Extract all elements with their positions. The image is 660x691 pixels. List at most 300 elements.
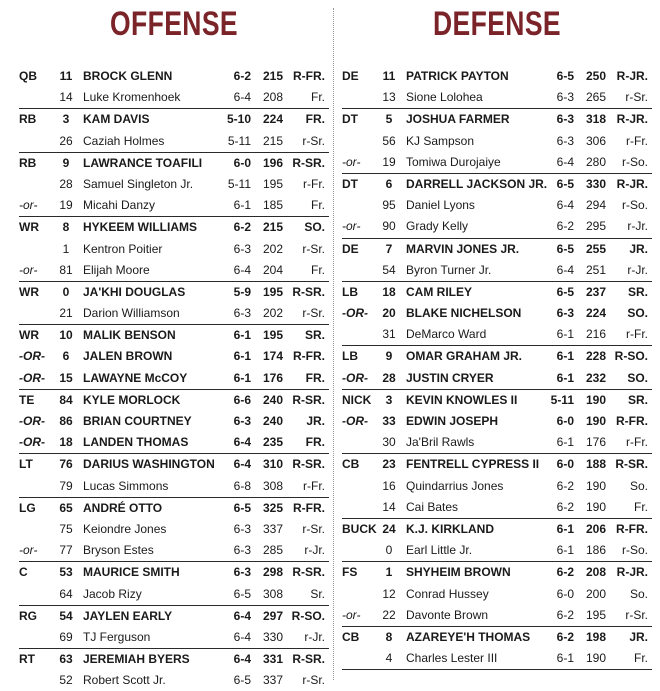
player-height: 6-1 [556, 521, 574, 536]
player-class: So. [629, 586, 648, 601]
position-label: -OR- [19, 414, 45, 428]
jersey-number: 18 [59, 435, 73, 450]
defense-player-row [342, 605, 652, 627]
player-height: 6-4 [233, 457, 251, 472]
player-class: R-SO. [291, 608, 325, 623]
position-label: -or- [342, 219, 361, 234]
position-label: TE [19, 392, 35, 407]
offense-player-row [19, 346, 329, 367]
player-weight: 176 [585, 435, 606, 450]
jersey-number: 79 [59, 478, 73, 493]
player-class: Fr. [634, 499, 648, 514]
offense-player-row [19, 325, 329, 346]
offense-depth-chart [19, 66, 329, 691]
player-class: r-Sr. [302, 306, 325, 321]
defense-player-row [342, 584, 652, 605]
jersey-number: 53 [59, 565, 73, 580]
jersey-number: 31 [382, 327, 396, 342]
player-class: FR. [305, 112, 325, 127]
position-label: NICK [342, 392, 372, 407]
player-height: 6-3 [233, 241, 251, 256]
jersey-number: 14 [382, 499, 396, 514]
position-label: CB [342, 457, 360, 472]
defense-player-row [342, 87, 652, 109]
player-name: Davonte Brown [406, 607, 489, 622]
player-class: R-FR. [293, 500, 325, 515]
offense-player-row [19, 411, 329, 432]
player-class: r-Jr. [627, 262, 648, 277]
offense-player-row [19, 195, 329, 217]
player-name: Cai Bates [406, 499, 459, 514]
player-class: Fr. [311, 90, 325, 105]
player-class: r-Jr. [627, 219, 648, 234]
player-height: 6-5 [556, 284, 574, 299]
player-weight: 235 [262, 435, 283, 450]
jersey-number: 84 [59, 392, 73, 407]
offense-player-row [19, 174, 329, 195]
player-weight: 250 [585, 69, 606, 83]
player-name: Byron Turner Jr. [406, 262, 492, 277]
defense-player-row [342, 497, 652, 519]
jersey-number: 0 [385, 543, 393, 558]
position-label: CB [342, 629, 360, 644]
player-height: 5-9 [233, 284, 251, 299]
player-name: Earl Little Jr. [406, 543, 473, 558]
player-name: Jacob Rizy [83, 586, 142, 601]
player-name: Conrad Hussey [406, 586, 489, 601]
position-label: FS [342, 565, 358, 580]
defense-title: DEFENSE [433, 4, 561, 43]
player-name: Luke Kromenhoek [83, 90, 181, 105]
jersey-number: 5 [385, 112, 393, 127]
player-class: R-JR. [616, 565, 648, 580]
player-name: BRIAN COURTNEY [83, 414, 192, 428]
player-class: r-Fr. [626, 435, 648, 450]
jersey-number: 4 [385, 651, 393, 666]
player-name: ANDRÉ OTTO [83, 500, 163, 515]
player-class: Fr. [634, 651, 648, 666]
jersey-number: 7 [385, 241, 393, 256]
jersey-number: 10 [59, 328, 73, 343]
jersey-number: 63 [59, 652, 73, 667]
position-label: RB [19, 112, 37, 127]
offense-player-row [19, 454, 329, 475]
player-height: 6-1 [233, 370, 251, 385]
player-name: EDWIN JOSEPH [406, 414, 499, 428]
player-weight: 318 [585, 112, 606, 127]
player-height: 6-2 [556, 478, 574, 493]
player-name: JALEN BROWN [83, 349, 173, 364]
jersey-number: 21 [59, 306, 73, 321]
player-name: KJ Sampson [406, 133, 475, 148]
player-name: Sione Lolohea [406, 90, 483, 105]
defense-player-row [342, 303, 652, 324]
player-height: 5-10 [226, 112, 251, 127]
player-class: R-JR. [616, 176, 648, 191]
player-weight: 298 [262, 565, 283, 580]
player-weight: 280 [585, 154, 606, 169]
player-weight: 240 [262, 392, 283, 407]
player-name: PATRICK PAYTON [406, 69, 509, 83]
player-name: DeMarco Ward [406, 327, 487, 342]
player-height: 6-1 [233, 328, 251, 343]
jersey-number: 3 [385, 392, 393, 407]
player-class: JR. [629, 629, 648, 644]
player-height: 6-1 [556, 543, 574, 558]
jersey-number: 1 [385, 565, 393, 580]
player-class: r-So. [621, 543, 648, 558]
player-class: R-FR. [616, 521, 648, 536]
player-height: 6-0 [233, 155, 251, 170]
player-class: r-Sr. [625, 90, 648, 105]
player-name: SHYHEIM BROWN [406, 565, 511, 580]
player-name: K.J. KIRKLAND [406, 521, 495, 536]
offense-title: OFFENSE [110, 4, 238, 43]
player-weight: 331 [262, 652, 283, 667]
defense-player-row [342, 476, 652, 497]
player-name: Samuel Singleton Jr. [83, 176, 194, 191]
player-name: JUSTIN CRYER [406, 370, 494, 385]
jersey-number: 33 [382, 414, 396, 428]
player-height: 6-5 [233, 673, 251, 688]
player-name: Tomiwa Durojaiye [406, 154, 501, 169]
jersey-number: 69 [59, 629, 73, 644]
jersey-number: 75 [59, 521, 73, 536]
player-class: R-SR. [292, 457, 325, 472]
position-label: -or- [19, 543, 38, 558]
player-weight: 195 [262, 176, 283, 191]
position-label: -OR- [19, 370, 45, 385]
player-height: 6-0 [556, 457, 574, 472]
player-name: JEREMIAH BYERS [83, 652, 190, 667]
offense-player-row [19, 649, 329, 670]
player-class: FR. [305, 435, 325, 450]
player-height: 6-4 [233, 629, 251, 644]
player-weight: 216 [585, 327, 606, 342]
offense-player-row [19, 627, 329, 649]
player-weight: 190 [585, 392, 606, 407]
player-height: 6-4 [556, 262, 574, 277]
position-label: WR [19, 284, 39, 299]
player-name: Elijah Moore [83, 262, 150, 277]
player-name: DARRELL JACKSON JR. [406, 176, 548, 191]
player-height: 6-2 [233, 220, 251, 235]
player-class: r-Fr. [626, 133, 648, 148]
player-class: SO. [304, 220, 325, 235]
player-class: R-SR. [292, 284, 325, 299]
player-height: 6-2 [233, 69, 251, 83]
player-name: Charles Lester III [406, 651, 498, 666]
jersey-number: 54 [59, 608, 73, 623]
player-name: Caziah Holmes [83, 133, 165, 148]
player-height: 6-3 [556, 90, 574, 105]
player-weight: 208 [585, 565, 606, 580]
defense-player-row [342, 260, 652, 282]
player-name: LANDEN THOMAS [83, 435, 189, 450]
player-height: 6-8 [233, 478, 251, 493]
player-height: 6-3 [556, 133, 574, 148]
player-name: Quindarrius Jones [406, 478, 504, 493]
player-weight: 196 [262, 155, 283, 170]
defense-player-row [342, 648, 652, 670]
player-height: 6-0 [556, 586, 574, 601]
player-class: Fr. [311, 262, 325, 277]
player-weight: 224 [585, 306, 606, 321]
player-height: 5-11 [227, 133, 251, 148]
defense-player-row [342, 432, 652, 454]
player-name: OMAR GRAHAM JR. [406, 349, 522, 364]
offense-player-row [19, 282, 329, 303]
position-label: LG [19, 500, 36, 515]
player-class: R-FR. [293, 69, 325, 83]
position-label: RG [19, 608, 37, 623]
player-weight: 237 [585, 284, 606, 299]
player-class: FR. [305, 370, 325, 385]
player-height: 6-4 [233, 608, 251, 623]
position-label: -or- [19, 262, 38, 277]
player-name: KAM DAVIS [83, 112, 150, 127]
player-class: R-FR. [293, 349, 325, 364]
position-label: -OR- [19, 435, 45, 450]
player-height: 5-11 [550, 392, 574, 407]
jersey-number: 64 [59, 586, 73, 601]
player-height: 6-3 [233, 543, 251, 558]
jersey-number: 19 [59, 198, 73, 213]
defense-player-row [342, 195, 652, 216]
player-height: 6-3 [233, 306, 251, 321]
defense-player-row [342, 324, 652, 346]
player-class: SR. [627, 392, 648, 407]
defense-depth-chart [342, 66, 652, 670]
player-class: So. [629, 478, 648, 493]
player-class: r-Sr. [302, 673, 325, 688]
jersey-number: 14 [59, 90, 73, 105]
player-weight: 308 [262, 586, 283, 601]
player-height: 6-5 [233, 586, 251, 601]
defense-player-row [342, 346, 652, 367]
offense-player-row [19, 260, 329, 282]
player-name: Ja'Bril Rawls [406, 435, 475, 450]
player-class: r-Sr. [625, 607, 648, 622]
player-weight: 208 [262, 90, 283, 105]
jersey-number: 0 [62, 284, 70, 299]
player-class: R-SR. [292, 652, 325, 667]
player-height: 6-2 [556, 499, 574, 514]
offense-player-row [19, 432, 329, 454]
jersey-number: 77 [59, 543, 73, 558]
player-weight: 228 [585, 349, 606, 364]
player-height: 6-0 [556, 414, 574, 428]
offense-player-row [19, 606, 329, 627]
player-weight: 215 [262, 133, 283, 148]
offense-player-row [19, 109, 329, 130]
position-label: QB [19, 69, 37, 83]
defense-player-row [342, 368, 652, 390]
player-height: 6-2 [556, 629, 574, 644]
player-weight: 306 [585, 133, 606, 148]
position-label: DT [342, 176, 358, 191]
player-weight: 251 [585, 262, 606, 277]
offense-player-row [19, 239, 329, 260]
defense-player-row [342, 109, 652, 130]
defense-player-row [342, 519, 652, 540]
jersey-number: 28 [59, 176, 73, 191]
offense-player-row [19, 584, 329, 606]
player-class: Sr. [310, 586, 325, 601]
jersey-number: 76 [59, 457, 73, 472]
player-height: 6-3 [233, 414, 251, 428]
player-class: R-SR. [292, 392, 325, 407]
jersey-number: 9 [62, 155, 70, 170]
player-name: CAM RILEY [406, 284, 472, 299]
jersey-number: 18 [382, 284, 396, 299]
jersey-number: 6 [385, 176, 393, 191]
player-weight: 176 [262, 370, 283, 385]
player-class: R-JR. [616, 69, 648, 83]
jersey-number: 30 [382, 435, 396, 450]
defense-player-row [342, 411, 652, 432]
player-height: 5-11 [227, 176, 251, 191]
jersey-number: 11 [382, 69, 396, 83]
player-name: JOSHUA FARMER [406, 112, 510, 127]
player-weight: 215 [262, 69, 283, 83]
player-class: R-FR. [616, 414, 648, 428]
player-class: R-SR. [615, 457, 648, 472]
jersey-number: 1 [62, 241, 70, 256]
player-name: JAYLEN EARLY [83, 608, 173, 623]
player-name: JA'KHI DOUGLAS [83, 284, 186, 299]
player-name: Lucas Simmons [83, 478, 169, 493]
jersey-number: 24 [382, 521, 396, 536]
player-height: 6-5 [556, 241, 574, 256]
player-class: SR. [627, 284, 648, 299]
player-class: r-Jr. [304, 543, 325, 558]
defense-player-row [342, 540, 652, 562]
player-name: MALIK BENSON [83, 328, 176, 343]
jersey-number: 8 [62, 220, 70, 235]
jersey-number: 13 [382, 90, 396, 105]
player-height: 6-4 [556, 154, 574, 169]
player-name: LAWAYNE McCOY [83, 370, 188, 385]
defense-player-row [342, 152, 652, 174]
position-label: RB [19, 155, 37, 170]
player-weight: 325 [262, 500, 283, 515]
player-height: 6-3 [233, 521, 251, 536]
player-class: JR. [306, 414, 325, 428]
offense-player-row [19, 153, 329, 174]
jersey-number: 3 [62, 112, 70, 127]
player-class: R-SR. [292, 155, 325, 170]
player-weight: 330 [585, 176, 606, 191]
offense-player-row [19, 540, 329, 562]
position-label: DE [342, 241, 359, 256]
player-weight: 297 [262, 608, 283, 623]
player-class: R-SO. [614, 349, 648, 364]
player-name: Robert Scott Jr. [83, 673, 166, 688]
player-class: R-SR. [292, 565, 325, 580]
player-height: 6-1 [556, 435, 574, 450]
position-label: RT [19, 652, 35, 667]
player-class: r-So. [621, 198, 648, 213]
player-class: SO. [627, 370, 648, 385]
player-height: 6-1 [233, 198, 251, 213]
player-weight: 240 [262, 414, 283, 428]
jersey-number: 28 [382, 370, 396, 385]
player-height: 6-1 [556, 370, 574, 385]
defense-player-row [342, 66, 652, 87]
player-weight: 174 [262, 349, 283, 364]
position-label: -OR- [342, 306, 368, 321]
column-divider [333, 8, 334, 680]
player-name: FENTRELL CYPRESS II [406, 457, 540, 472]
position-label: -or- [342, 154, 361, 169]
offense-player-row [19, 368, 329, 390]
player-name: BLAKE NICHELSON [406, 306, 522, 321]
player-name: KYLE MORLOCK [83, 392, 181, 407]
player-name: KEVIN KNOWLES II [406, 392, 518, 407]
player-class: r-Fr. [303, 176, 325, 191]
player-class: r-So. [621, 154, 648, 169]
defense-player-row [342, 454, 652, 475]
player-weight: 337 [262, 673, 283, 688]
jersey-number: 20 [382, 306, 396, 321]
offense-player-row [19, 476, 329, 498]
player-height: 6-5 [233, 500, 251, 515]
player-name: Micahi Danzy [83, 198, 156, 213]
defense-player-row [342, 627, 652, 648]
position-label: LB [342, 349, 358, 364]
player-height: 6-1 [556, 349, 574, 364]
offense-column [19, 0, 329, 691]
player-name: MAURICE SMITH [83, 565, 180, 580]
jersey-number: 8 [385, 629, 393, 644]
player-weight: 294 [585, 198, 606, 213]
offense-player-row [19, 390, 329, 411]
jersey-number: 86 [59, 414, 73, 428]
defense-player-row [342, 131, 652, 152]
position-label: -or- [19, 198, 38, 213]
player-weight: 206 [585, 521, 606, 536]
player-class: r-Jr. [304, 629, 325, 644]
position-label: DT [342, 112, 358, 127]
position-label: LT [19, 457, 33, 472]
player-height: 6-3 [556, 112, 574, 127]
player-weight: 295 [585, 219, 606, 234]
player-class: r-Fr. [303, 478, 325, 493]
player-height: 6-1 [233, 349, 251, 364]
player-weight: 204 [262, 262, 283, 277]
player-weight: 185 [262, 198, 283, 213]
offense-player-row [19, 131, 329, 153]
player-weight: 198 [585, 629, 606, 644]
jersey-number: 22 [382, 607, 396, 622]
defense-column [342, 0, 652, 670]
defense-player-row [342, 216, 652, 238]
jersey-number: 26 [59, 133, 73, 148]
offense-player-row [19, 66, 329, 87]
player-height: 6-4 [556, 198, 574, 213]
position-label: -OR- [342, 414, 368, 428]
jersey-number: 19 [382, 154, 396, 169]
player-weight: 202 [262, 241, 283, 256]
player-weight: 195 [262, 328, 283, 343]
player-height: 6-6 [233, 392, 251, 407]
player-weight: 308 [262, 478, 283, 493]
player-weight: 200 [585, 586, 606, 601]
player-height: 6-4 [233, 652, 251, 667]
offense-player-row [19, 217, 329, 238]
offense-player-row [19, 498, 329, 519]
